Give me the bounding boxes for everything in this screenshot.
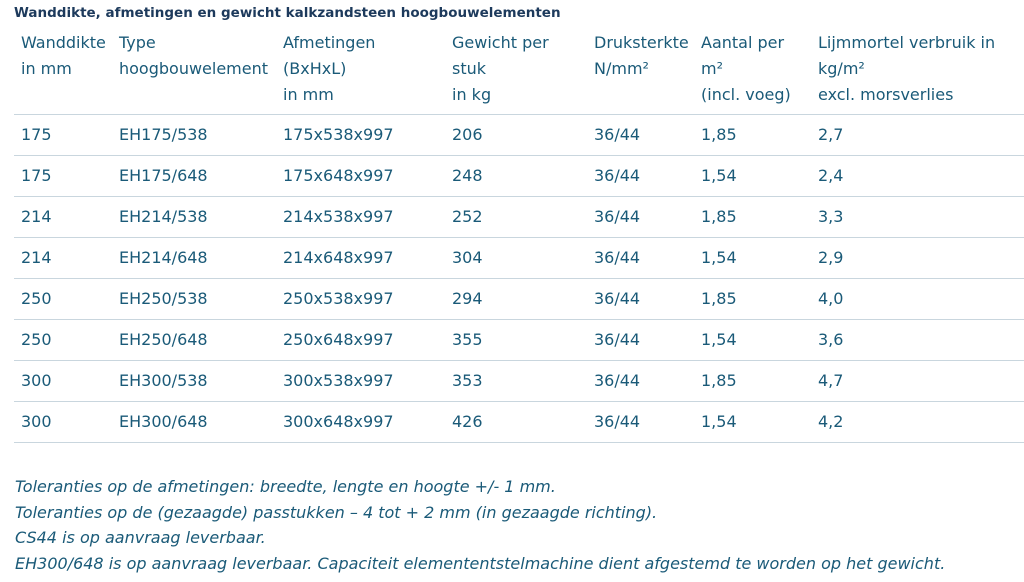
header-line: Type [119, 33, 156, 52]
cell-afmetingen: 175x538x997 [276, 114, 445, 155]
cell-afmetingen: 250x648x997 [276, 319, 445, 360]
cell-gewicht: 304 [445, 237, 587, 278]
table-row [14, 196, 1024, 237]
header-line: in mm [283, 85, 334, 104]
note-tolerance-dimensions: Toleranties op de afmetingen: breedte, lengte en hoogte +/- 1 mm. [15, 477, 556, 496]
cell-druksterkte: 36/44 [587, 155, 694, 196]
cell-lijmmortel: 4,2 [811, 401, 1024, 442]
cell-lijmmortel: 4,0 [811, 278, 1024, 319]
cell-aantal: 1,54 [694, 319, 811, 360]
table-title: Wanddikte, afmetingen en gewicht kalkzandsteen hoogbouwelementen [14, 5, 561, 21]
header-line: Druksterkte [594, 33, 689, 52]
header-row [14, 26, 1024, 114]
header-line: in kg [452, 85, 492, 104]
header-line: (incl. voeg) [701, 85, 791, 104]
cell-gewicht: 294 [445, 278, 587, 319]
header-lijmmortel [811, 26, 1024, 114]
header-line: kg/m² [818, 59, 865, 78]
header-line: hoogbouwelement [119, 59, 269, 78]
cell-type: EH250/538 [112, 278, 276, 319]
cell-druksterkte: 36/44 [587, 319, 694, 360]
header-wanddikte [14, 26, 112, 114]
cell-wanddikte: 214 [14, 237, 112, 278]
note-tolerance-cut-pieces: Toleranties op de (gezaagde) passtukken – 4 tot + 2 mm (in gezaagde richting). [15, 502, 658, 522]
header-line: excl. morsverlies [818, 85, 954, 104]
cell-type: EH214/538 [112, 196, 276, 237]
header-line: Gewicht per [452, 33, 549, 52]
cell-druksterkte: 36/44 [587, 114, 694, 155]
table-row [14, 401, 1024, 442]
cell-type: EH175/648 [112, 155, 276, 196]
table-row [14, 319, 1024, 360]
cell-aantal: 1,54 [694, 155, 811, 196]
header-aantal [694, 26, 811, 114]
cell-lijmmortel: 3,3 [811, 196, 1024, 237]
cell-aantal: 1,85 [694, 360, 811, 401]
cell-wanddikte: 300 [14, 401, 112, 442]
header-line: stuk [452, 59, 487, 78]
cell-wanddikte: 175 [14, 155, 112, 196]
cell-druksterkte: 36/44 [587, 360, 694, 401]
cell-type: EH214/648 [112, 237, 276, 278]
header-line: (BxHxL) [283, 59, 347, 78]
header-type [112, 26, 276, 114]
header-line: Aantal per [701, 33, 785, 52]
cell-type: EH250/648 [112, 319, 276, 360]
cell-druksterkte: 36/44 [587, 196, 694, 237]
cell-afmetingen: 300x648x997 [276, 401, 445, 442]
cell-aantal: 1,54 [694, 237, 811, 278]
cell-aantal: 1,85 [694, 278, 811, 319]
cell-gewicht: 206 [445, 114, 587, 155]
header-line: Lijmmortel verbruik in [818, 33, 996, 52]
cell-lijmmortel: 4,7 [811, 360, 1024, 401]
cell-gewicht: 353 [445, 360, 587, 401]
cell-type: EH175/538 [112, 114, 276, 155]
cell-druksterkte: 36/44 [587, 278, 694, 319]
table-row [14, 114, 1024, 155]
cell-afmetingen: 175x648x997 [276, 155, 445, 196]
cell-aantal: 1,85 [694, 196, 811, 237]
cell-wanddikte: 214 [14, 196, 112, 237]
table-row [14, 360, 1024, 401]
header-line: N/mm² [594, 59, 649, 78]
header-line: Wanddikte [21, 33, 106, 52]
cell-lijmmortel: 2,9 [811, 237, 1024, 278]
cell-gewicht: 248 [445, 155, 587, 196]
note-eh300-availability: EH300/648 is op aanvraag leverbaar. Capaciteit elemententstelmachine dient afgestemd te worden op het gewicht. [15, 553, 946, 573]
cell-wanddikte: 250 [14, 319, 112, 360]
header-line: in mm [21, 59, 72, 78]
cell-aantal: 1,54 [694, 401, 811, 442]
cell-gewicht: 252 [445, 196, 587, 237]
cell-lijmmortel: 3,6 [811, 319, 1024, 360]
header-druksterkte [587, 26, 694, 114]
footnotes [15, 474, 945, 576]
cell-wanddikte: 250 [14, 278, 112, 319]
cell-aantal: 1,85 [694, 114, 811, 155]
cell-wanddikte: 175 [14, 114, 112, 155]
table-row [14, 155, 1024, 196]
cell-wanddikte: 300 [14, 360, 112, 401]
cell-druksterkte: 36/44 [587, 401, 694, 442]
cell-afmetingen: 300x538x997 [276, 360, 445, 401]
header-line: Afmetingen [283, 33, 376, 52]
cell-afmetingen: 250x538x997 [276, 278, 445, 319]
cell-gewicht: 355 [445, 319, 587, 360]
header-line: m² [701, 59, 723, 78]
header-gewicht [445, 26, 587, 114]
cell-druksterkte: 36/44 [587, 237, 694, 278]
cell-lijmmortel: 2,7 [811, 114, 1024, 155]
cell-afmetingen: 214x648x997 [276, 237, 445, 278]
cell-lijmmortel: 2,4 [811, 155, 1024, 196]
note-cs44-availability: CS44 is op aanvraag leverbaar. [15, 528, 266, 547]
cell-type: EH300/538 [112, 360, 276, 401]
specifications-table [14, 26, 1024, 443]
cell-gewicht: 426 [445, 401, 587, 442]
header-afmetingen [276, 26, 445, 114]
table-row [14, 278, 1024, 319]
table-row [14, 237, 1024, 278]
cell-type: EH300/648 [112, 401, 276, 442]
cell-afmetingen: 214x538x997 [276, 196, 445, 237]
